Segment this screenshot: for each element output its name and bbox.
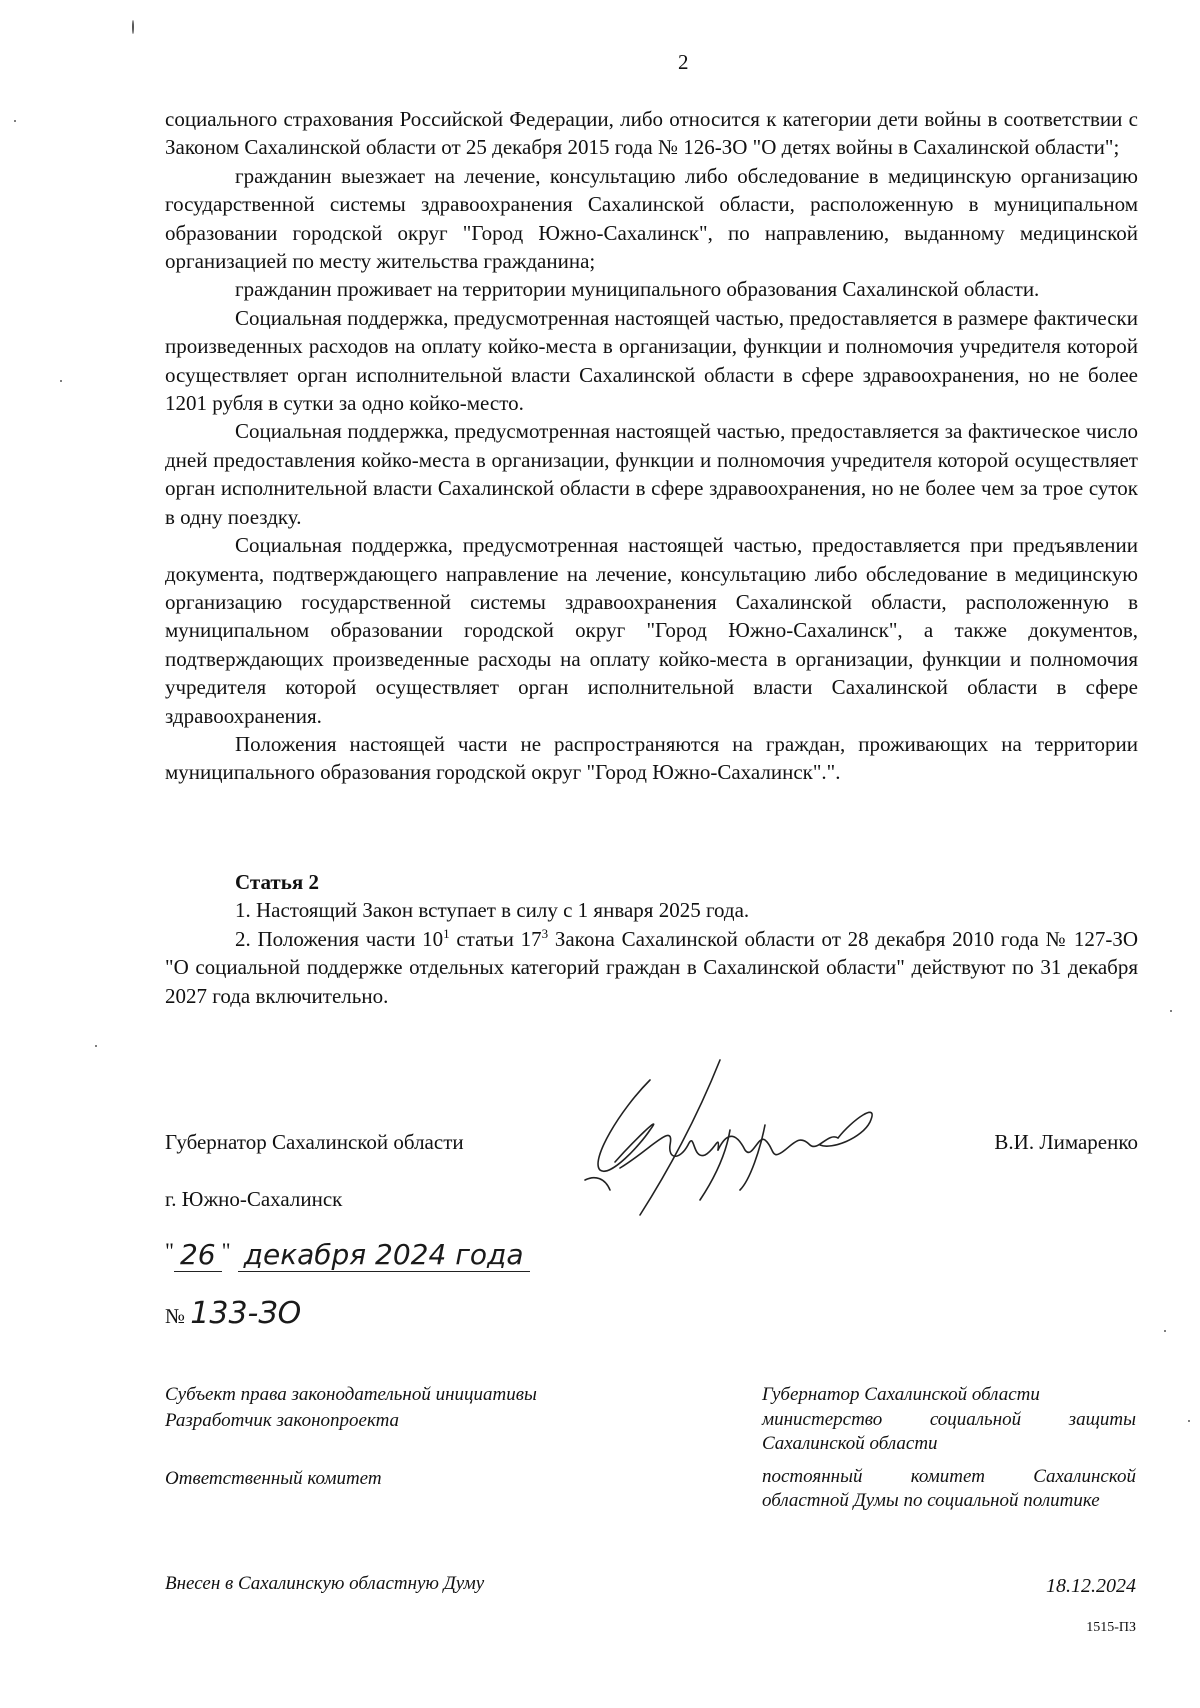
paragraph: гражданин проживает на территории муниципального образования Сахалинской области.: [235, 277, 1040, 302]
paragraph: гражданин выезжает на лечение, консультацию либо обследование в медицинскую организацию государственной системы здравоохранения Сахалинской области, расположенную в муниципальном образовании городской округ "Город Южно-Сахалинск", по направлению, выданному медицинской организацией по месту жительства гражданина;: [165, 163, 1138, 274]
paragraph: Положения настоящей части не распространяются на граждан, проживающих на территории муниципального образования городской округ "Город Южно-Сахалинск".".: [165, 731, 1138, 785]
handwritten-signature: [580, 1050, 910, 1220]
article-item-2-part-c: Закона Сахалинской области от 28 декабря 2010 года № 127-ЗО "О социальной поддержке отдельных категорий граждан в Сахалинской области" действуют по 31 декабря 2027 года включительно.: [165, 926, 1139, 1008]
superscript: 3: [541, 925, 549, 941]
law-text-continuation: [165, 105, 1138, 787]
article-item-2: [165, 925, 1138, 1010]
footer-label-subject: Субъект права законодательной инициативы: [165, 1384, 537, 1405]
paragraph: Социальная поддержка, предусмотренная настоящей частью, предоставляется при предъявлении документа, подтверждающего направление на лечение, консультацию либо обследование в медицинскую организацию государственной системы здравоохранения Сахалинской области, расположенную в муниципальном образовании городской округ "Город Южно-Сахалинск", а также документов, подтверждающих произведенные расходы на оплату койко-места в организации, функции и полномочия учредителя которой осуществляет орган исполнительной власти Сахалинской области в сфере здравоохранения.: [165, 533, 1138, 728]
article-heading: Статья 2: [235, 870, 319, 894]
paragraph: Социальная поддержка, предусмотренная настоящей частью, предоставляется в размере фактически произведенных расходов на оплату койко-места в организации, функции и полномочия учредителя которой осуществляет орган исполнительной власти Сахалинской области в сфере здравоохранения, но не более 1201 рубля в сутки за одно койко-место.: [165, 305, 1138, 416]
signing-date: [165, 1238, 530, 1272]
scan-speck: [14, 120, 16, 122]
date-day: 26: [174, 1238, 222, 1272]
footer-value-subject: Губернатор Сахалинской области: [762, 1384, 1040, 1405]
footer-label-committee: Ответственный комитет: [165, 1468, 382, 1489]
date-open-quote: ": [165, 1238, 174, 1263]
document-code: 1515-ПЗ: [1086, 1620, 1136, 1635]
number-prefix: №: [165, 1304, 186, 1328]
law-number: [165, 1296, 301, 1331]
scan-speck: [1164, 1330, 1166, 1332]
article-item-2-part-b: статьи 17: [449, 926, 542, 951]
superscript: 1: [443, 925, 450, 941]
scan-speck: [132, 20, 134, 34]
article-2: [165, 868, 1138, 1010]
footer-label-submitted: Внесен в Сахалинскую областную Думу: [165, 1573, 485, 1594]
paragraph: социального страхования Российской Федерации, либо относится к категории дети войны в соответствии с Законом Сахалинской области от 25 декабря 2015 года № 126-ЗО "О детях войны в Сахалинской области";: [165, 107, 1138, 160]
footer-value-developer: министерство социальной защиты Сахалинской области: [762, 1408, 1136, 1454]
scan-speck: [95, 1045, 97, 1047]
governor-title: Губернатор Сахалинской области: [165, 1130, 464, 1154]
footer-value-committee: постоянный комитет Сахалинской областной Думы по социальной политике: [762, 1465, 1136, 1511]
article-item-1: 1. Настоящий Закон вступает в силу с 1 января 2025 года.: [235, 898, 750, 923]
footer-label-developer: Разработчик законопроекта: [165, 1410, 400, 1431]
scan-speck: [1170, 1010, 1172, 1012]
date-close-quote: ": [221, 1238, 231, 1263]
scan-speck: [1188, 1420, 1190, 1422]
submission-date: 18.12.2024: [1046, 1575, 1136, 1597]
footer-values: [762, 1383, 1136, 1514]
paragraph: Социальная поддержка, предусмотренная настоящей частью, предоставляется за фактическое число дней предоставления койко-места в организации, функции и полномочия учредителя которой осуществляет орган исполнительной власти Сахалинской области в сфере здравоохранения, но не более чем за трое суток в одну поездку.: [165, 419, 1138, 529]
city-of-signing: г. Южно-Сахалинск: [165, 1187, 343, 1211]
article-item-2-part-a: 2. Положения части 10: [235, 926, 444, 951]
date-month-year: декабря 2024 года: [238, 1238, 530, 1272]
number-value: 133-ЗО: [190, 1296, 302, 1331]
governor-name: В.И. Лимаренко: [994, 1130, 1138, 1154]
page-number: 2: [678, 50, 689, 74]
scan-speck: [60, 380, 62, 382]
